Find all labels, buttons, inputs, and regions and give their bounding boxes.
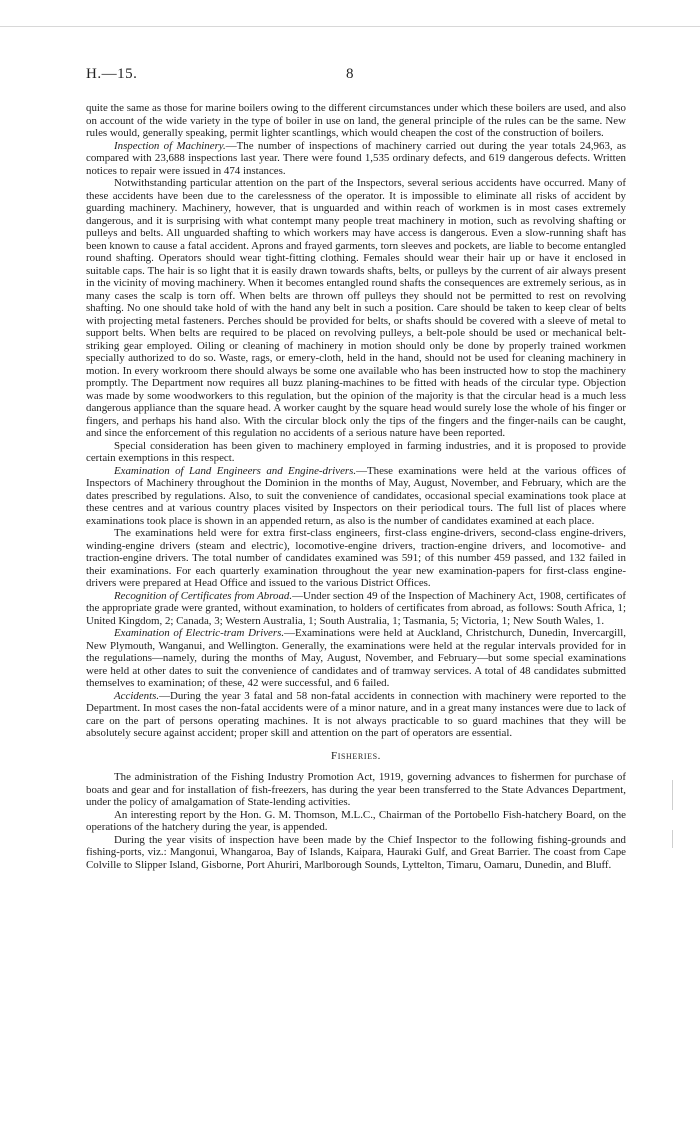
scan-edge-mark	[672, 830, 673, 848]
section-heading: Inspection of Machinery.	[114, 139, 226, 152]
paragraph-examinations-held: The examinations held were for extra first-class engineers, first-class engine-drivers, second-class engine-drivers, winding-engine drivers (steam and electric), locomotive-engine drivers, traction-engine drivers, and locomotive- and traction-engine drivers. The total number of candidates examined was 591; of this number 459 passed, and 132 failed in their examinations. For each quarterly examination throughout the year new examination-papers for first-class engine-drivers were prepared at Head Office and issued to the various District Offices.	[86, 527, 626, 589]
section-heading: Examination of Electric-tram Drivers.	[114, 627, 285, 639]
paragraph-fisheries-hatchery-report: An interesting report by the Hon. G. M. Thomson, M.L.C., Chairman of the Portobello Fish-hatchery Board, on the operations of the hatchery during the year, is appended.	[86, 808, 626, 833]
page-number: 8	[346, 66, 354, 82]
section-heading: Recognition of Certificates from Abroad.	[114, 589, 293, 602]
paragraph-inspection-of-machinery: Inspection of Machinery.—The number of inspections of machinery carried out during the year totals 24,963, as compared with 23,688 inspections last year. There were found 1,535 ordinary defects, and 619 dangerous defects. Written notices to repair were issued in 474 instances.	[86, 139, 626, 177]
paragraph-fisheries-inspections: During the year visits of inspection have been made by the Chief Inspector to the following fishing-grounds and fishing-ports, viz.: Mangonui, Whangaroa, Bay of Islands, Kaipara, Hauraki Gulf, and Great Barrier. The coast from Cape Colville to Slipper Island, Gisborne, Port Ahuriri, Marlborough Sounds, Lyttelton, Timaru, Oamaru, Dunedin, and Bluff.	[86, 833, 626, 871]
paragraph-accident-guarding: Notwithstanding particular attention on the part of the Inspectors, several serious accidents have occurred. Many of these accidents have been due to the carelessness of the operator. It is impossible to eliminate all risks of accident by guarding machinery. Machinery, however, that is unguarded and within reach of workmen is in most cases extremely dangerous, and it is surprising with what contempt many people treat machinery in motion, such as revolving shafting or pulleys and belts. All unguarded shafting to which workers may have access is dangerous. Even a slow-running shaft has been known to cause a fatal accident. Aprons and frayed garments, torn sleeves and pockets, are liable to become entangled round shafting. Operators should wear tight-fitting clothing. Females should wear their hair up or have it enclosed in suitable caps. The hair is so light that it is easily drawn towards shafts, belts, or pulleys by the current of air always present in the vicinity of moving machinery. When it becomes entangled round shafts the consequences are extremely serious, as in many cases the scalp is torn off. When belts are thrown off pulleys they should not be permitted to rest on revolving shafting. No one should take hold of with the hand any belt in such a position. Care should be taken to keep clear of belts with projecting metal fasteners. Perches should be provided for belts, or shafts should be covered with a sleeve of metal to support belts. When belts are required to be placed on revolving pulleys, a belt-pole should be used or mechanical belt-striking gear employed. Oiling or cleaning of machinery in motion should only be done by properly trained workmen specially authorized to do so. Waste, rags, or emery-cloth, held in the hand, should not be used for cleaning machinery in motion. In every workroom there should always be some one available who has been instructed how to stop the machinery promptly. The Department now requires all buzz planing-machines to be fitted with heads of the circular type. Objection was made by some woodworkers to this regulation, but the opinion of the majority is that the circular head is a much less dangerous appliance than the square head. A worker caught by the square head would surely lose the whole of his finger or fingers, and perhaps his hand also. With the circular block only the tips of the fingers and the finger-nails can be caught, and since the enforcement of this regulation no accidents of a serious nature have been reported.	[86, 177, 626, 439]
page-top-rule	[0, 26, 700, 27]
paragraph-farming-exemptions: Special consideration has been given to machinery employed in farming industries, and it is proposed to provide certain exemptions in this respect.	[86, 439, 626, 464]
section-heading: Examination of Land Engineers and Engine-drivers.	[114, 464, 357, 477]
document-code: H.—15.	[86, 66, 138, 82]
paragraph-boilers: quite the same as those for marine boilers owing to the different circumstances under which these boilers are used, and also on account of the wide variety in the type of boiler in use on land, the general principle of the rules can be the same. New rules would, generally speaking, permit lighter scantlings, which would cheapen the cost of the construction of boilers.	[86, 102, 626, 139]
fisheries-section-title: Fisheries.	[331, 749, 381, 762]
scan-edge-mark	[672, 780, 673, 810]
document-body	[86, 102, 626, 871]
paragraph-accidents: Accidents.—During the year 3 fatal and 58 non-fatal accidents in connection with machinery were reported to the Department. In most cases the non-fatal accidents were of a minor nature, and in a great many instances were due to lack of care on the part of persons operating machines. It is not always practicable to so guard machines that they will be absolutely secure against accident; proper skill and attention on the part of operators are essential.	[86, 689, 626, 739]
paragraph-electric-tram-drivers: Examination of Electric-tram Drivers.—Examinations were held at Auckland, Christchurch, Dunedin, Invercargill, New Plymouth, Wanganui, and Wellington. Generally, the examinations were held at the regular intervals provided for in the regulations—namely, during the months of May, August, November, and February—but some special examinations were held at other dates to suit the convenience of candidates and of tramway services. A total of 48 candidates submitted themselves to examination; of these, 42 were successful, and 6 failed.	[86, 627, 626, 689]
paragraph-fisheries-administration: The administration of the Fishing Industry Promotion Act, 1919, governing advances to fishermen for purchase of boats and gear and for installation of fish-freezers, has during the year been transferred to the State Advances Department, under the policy of amalgamation of State-lending activities.	[86, 771, 626, 808]
section-heading: Accidents.	[114, 689, 160, 702]
paragraph-recognition-certificates: Recognition of Certificates from Abroad.—Under section 49 of the Inspection of Machinery Act, 1908, certificates of the appropriate grade were granted, without examination, to holders of certificates from abroad, as follows: South Africa, 1; United Kingdom, 2; Canada, 3; Western Australia, 1; South Australia, 1; Tasmania, 5; Victoria, 1; New South Wales, 1.	[86, 589, 627, 627]
paragraph-examination-engineers: Examination of Land Engineers and Engine-drivers.—These examinations were held at the various offices of Inspectors of Machinery throughout the Dominion in the months of May, August, November, and February, which are the dates prescribed by regulations. Also, to suit the convenience of candidates, occasional special examinations took place at these centres and at various country places visited by Inspectors on their periodical tours. The full list of places where examinations took place is shown in an appended return, as also is the number of candidates examined at each place.	[86, 464, 626, 527]
